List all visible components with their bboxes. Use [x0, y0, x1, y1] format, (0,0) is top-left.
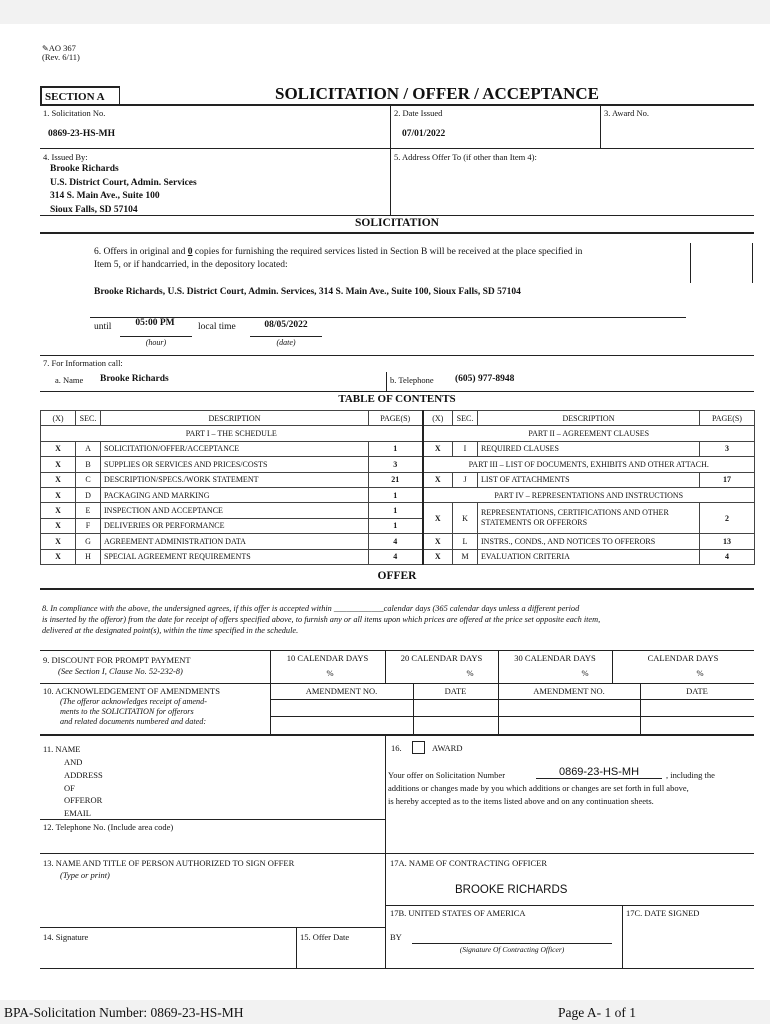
block10-label: 10. ACKNOWLEDGEMENT OF AMENDMENTS [43, 686, 220, 696]
toc-col-desc: DESCRIPTION [101, 411, 369, 426]
by-label: BY [390, 932, 402, 942]
footer-page: Page A- 1 of 1 [558, 1005, 636, 1020]
block8-text: 8. In compliance with the above, the undersigned agrees, if this offer is accepted within ____________calendar days (365 calendar days unless a different period is inserted by the offeror) from the date for receipt of offers specified above, to furnish any or all items upon which prices are offered at the price set opposite each item, delivered at the designated point(s), within the time specified in the schedule. [42, 604, 601, 635]
signature-caption: (Signature Of Contracting Officer) [459, 945, 565, 954]
toc-col-pages: PAGE(S) [700, 411, 755, 426]
contracting-officer-name: BROOKE RICHARDS [455, 884, 568, 896]
toc-col-sec: SEC. [76, 411, 101, 426]
toc-col-desc: DESCRIPTION [478, 411, 700, 426]
toc-row: X H SPECIAL AGREEMENT REQUIREMENTS 4 X M EVALUATION CRITERIA 4 [41, 549, 755, 564]
toc-part4: PART IV – REPRESENTATIONS AND INSTRUCTIONS [423, 487, 755, 502]
block3-label: 3. Award No. [604, 108, 650, 118]
toc-part3: PART III – LIST OF DOCUMENTS, EXHIBITS AND OTHER ATTACH. [423, 457, 755, 472]
date-caption: (date) [276, 338, 296, 347]
toc-header-row [41, 411, 755, 426]
solicitation-number: 0869-23-HS-MH [48, 129, 116, 139]
top-band [0, 0, 770, 24]
award-checkbox[interactable] [412, 741, 425, 754]
toc-row: X F DELIVERIES OR PERFORMANCE 1 [41, 518, 755, 533]
toc-col-sec: SEC. [453, 411, 478, 426]
block16-number: 16. [391, 743, 402, 753]
info-name-label: a. Name [55, 375, 84, 385]
block16-line1: Your offer on Solicitation Number [388, 770, 506, 780]
offer-time: 05:00 PM [135, 318, 175, 328]
toc-table [40, 410, 755, 565]
toc-part2: PART II – AGREEMENT CLAUSES [423, 426, 755, 441]
block13-label: 13. NAME AND TITLE OF PERSON AUTHORIZED TO SIGN OFFER [43, 858, 295, 868]
block9-sub: (See Section I, Clause No. 52-232-8) [58, 666, 183, 676]
block13-sub: (Type or print) [60, 870, 110, 880]
block10-sub: (The offeror acknowledges receipt of amend- ments to the SOLICITATION for offerors and related documents numbered and dated: [60, 697, 207, 726]
block6-line2: Item 5, or if handcarried, in the depository located: [94, 260, 288, 270]
toc-col-x: (X) [423, 411, 453, 426]
block14-label: 14. Signature [43, 932, 89, 942]
award-solicitation-number: 0869-23-HS-MH [536, 766, 662, 779]
block11-label: 11. NAME [43, 744, 81, 754]
block5-label: 5. Address Offer To (if other than Item 4): [394, 152, 537, 162]
block17c-label: 17C. DATE SIGNED [626, 908, 700, 918]
page-title: SOLICITATION / OFFER / ACCEPTANCE [275, 84, 599, 103]
toc-row: X B SUPPLIES OR SERVICES AND PRICES/COSTS 3 PART III – LIST OF DOCUMENTS, EXHIBITS AND OTHER ATTACH. [41, 457, 755, 472]
info-phone-label: b. Telephone [390, 375, 434, 385]
footer-solicitation: BPA-Solicitation Number: 0869-23-HS-MH [4, 1005, 244, 1020]
block16-line3: is hereby accepted as to the items listed above and on any continuation sheets. [388, 796, 654, 806]
copies-count: 0 [187, 247, 193, 257]
pen-icon: ✎ [42, 44, 49, 53]
toc-row: X D PACKAGING AND MARKING 1 PART IV – REPRESENTATIONS AND INSTRUCTIONS [41, 487, 755, 502]
offer-date: 08/05/2022 [264, 320, 308, 330]
issued-by-address: Brooke Richards U.S. District Court, Admin. Services 314 S. Main Ave., Suite 100 Sioux Falls, SD 57104 [50, 164, 197, 215]
toc-col-x: (X) [41, 411, 76, 426]
info-phone: (605) 977-8948 [455, 374, 515, 384]
block7-label: 7. For Information call: [43, 358, 123, 368]
hour-caption: (hour) [145, 338, 167, 347]
toc-row: X G AGREEMENT ADMINISTRATION DATA 4 X L INSTRS., CONDS., AND NOTICES TO OFFERORS 13 [41, 534, 755, 549]
block2-label: 2. Date Issued [394, 108, 443, 118]
block4-label: 4. Issued By: [43, 152, 88, 162]
block17a-label: 17A. NAME OF CONTRACTING OFFICER [390, 858, 548, 868]
solicitation-heading: SOLICITATION [355, 217, 439, 229]
local-time-label: local time [198, 322, 236, 332]
award-label: AWARD [432, 743, 463, 753]
block17b-label: 17B. UNITED STATES OF AMERICA [390, 908, 526, 918]
offer-heading: OFFER [377, 570, 417, 582]
toc-part1: PART I – THE SCHEDULE [41, 426, 423, 441]
block12-label: 12. Telephone No. (Include area code) [43, 822, 174, 832]
until-label: until [94, 322, 112, 332]
date-issued: 07/01/2022 [402, 129, 446, 139]
block15-label: 15. Offer Date [300, 932, 350, 942]
info-name: Brooke Richards [100, 374, 169, 384]
block16-line2: additions or changes made by you which additions or changes are set forth in full above, [388, 783, 689, 793]
form-id: ✎AO 367 [42, 43, 76, 53]
block6-line1: 6. Offers in original and 0 copies for furnishing the required services listed in Section B will be received at the place specified in [94, 247, 583, 257]
block11-lines: AND ADDRESS OF OFFEROR EMAIL [64, 757, 103, 819]
toc-row: X A SOLICITATION/OFFER/ACCEPTANCE 1 X I REQUIRED CLAUSES 3 [41, 441, 755, 456]
toc-row: X E INSPECTION AND ACCEPTANCE 1 X K REPRESENTATIONS, CERTIFICATIONS AND OTHER STATEMENTS OR OFFERORS 2 [41, 503, 755, 518]
toc-heading: TABLE OF CONTENTS [338, 393, 456, 405]
toc-row: X C DESCRIPTION/SPECS./WORK STATEMENT 21 X J LIST OF ATTACHMENTS 17 [41, 472, 755, 487]
block9-label: 9. DISCOUNT FOR PROMPT PAYMENT [43, 655, 191, 665]
toc-row [41, 426, 755, 441]
toc-col-pages: PAGE(S) [369, 411, 423, 426]
section-label: SECTION A [40, 86, 120, 106]
depository-location: Brooke Richards, U.S. District Court, Admin. Services, 314 S. Main Ave., Suite 100, Sioux Falls, SD 57104 [94, 287, 521, 297]
form-revision: (Rev. 6/11) [42, 52, 80, 62]
block1-label: 1. Solicitation No. [43, 108, 106, 118]
